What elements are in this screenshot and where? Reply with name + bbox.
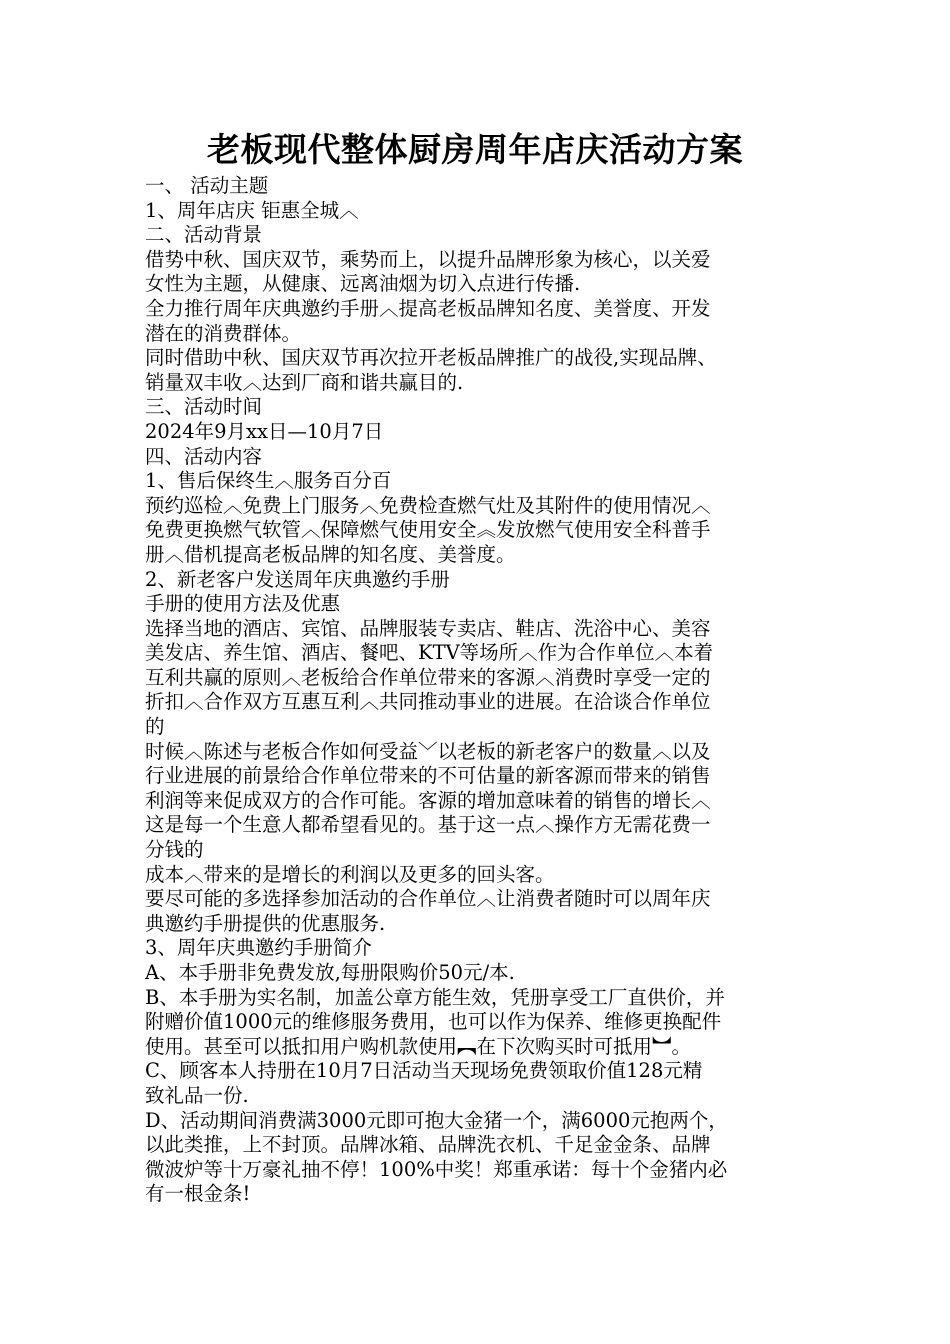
body-line: 利润等来促成双方的合作可能。客源的增加意味着的销售的增长︿ [145, 788, 711, 812]
body-line: 2024年9月xx日—10月7日 [145, 419, 384, 443]
body-line: 行业进展的前景给合作单位带来的不可估量的新客源而带来的销售 [145, 764, 711, 788]
body-line: 附赠价值1000元的维修服务费用，也可以作为保养、维修更换配件 [145, 1010, 722, 1034]
body-line: 要尽可能的多选择参加活动的合作单位︿让消费者随时可以周年庆 [145, 887, 711, 911]
body-line: 使用。甚至可以抵扣用户购机款使用︻在下次购买时可抵用︼。 [145, 1034, 692, 1058]
body-line: 预约巡检︿免费上门服务︿免费检查燃气灶及其附件的使用情况︿ [145, 493, 711, 517]
body-line: 潜在的消费群体。 [145, 321, 302, 345]
body-line: 以此类推，上不封顶。品牌冰箱、品牌洗衣机、千足金金条、品牌 [145, 1133, 711, 1157]
body-line: B、本手册为实名制，加盖公章方能生效，凭册享受工厂直供价，并 [145, 985, 725, 1009]
body-line: 借势中秋、国庆双节，乘势而上，以提升品牌形象为核心，以关爱 [145, 247, 711, 271]
body-line: 2、新老客户发送周年庆典邀约手册 [145, 567, 450, 591]
body-line: 手册的使用方法及优惠 [145, 592, 341, 616]
body-line: 册︿借机提高老板品牌的知名度、美誉度。 [145, 542, 516, 566]
body-line: 1、售后保终生︿服务百分百 [145, 469, 392, 493]
body-line: 美发店、养生馆、酒店、餐吧、KTV等场所︿作为合作单位︿本着 [145, 641, 714, 665]
document-title: 老板现代整体厨房周年店庆活动方案 [207, 130, 743, 169]
body-line: 3、周年庆典邀约手册简介 [145, 936, 372, 960]
body-line: 三、活动时间 [145, 395, 263, 419]
body-line: 选择当地的酒店、宾馆、品牌服装专卖店、鞋店、洗浴中心、美容 [145, 616, 711, 640]
body-line: 时候︿陈述与老板合作如何受益﹀以老板的新老客户的数量︿以及 [145, 739, 711, 763]
body-line: 折扣︿合作双方互惠互利︿共同推动事业的进展。在洽谈合作单位 [145, 690, 711, 714]
body-line: A、本手册非免费发放,每册限购价50元/本. [145, 961, 515, 984]
body-line: 女性为主题，从健康、远离油烟为切入点进行传播. [145, 272, 581, 296]
body-line: 有一根金条! [145, 1182, 251, 1206]
body-line: 成本︿带来的是增长的利润以及更多的回头客。 [145, 862, 555, 886]
body-line: 全力推行周年庆典邀约手册︿提高老板品牌知名度、美誉度、开发 [145, 296, 711, 320]
body-line: C、顾客本人持册在10月7日活动当天现场免费领取价值128元精 [145, 1059, 703, 1083]
document-body [145, 174, 809, 1207]
body-line: 分钱的 [145, 838, 204, 862]
body-line: 典邀约手册提供的优惠服务. [145, 911, 386, 935]
body-line: 1、周年店庆 钜惠全城︿ [145, 198, 359, 222]
body-line: 这是每一个生意人都希望看见的。基于这一点︿操作方无需花费一 [145, 813, 711, 837]
body-line: 微波炉等十万豪礼抽不停！100%中奖！郑重承诺：每十个金猪内必 [145, 1157, 728, 1181]
body-line: 同时借助中秋、国庆双节再次拉开老板品牌推广的战役,实现品牌、 [145, 346, 717, 370]
body-line: 免费更换燃气软管︿保障燃气使用安全︽发放燃气使用安全科普手 [145, 518, 711, 542]
body-line: 一、 活动主题 [145, 174, 269, 197]
body-line: 致礼品一份. [145, 1083, 249, 1107]
body-line: 销量双丰收︿达到厂商和谐共赢目的. [145, 370, 464, 394]
body-line: 四、活动内容 [145, 444, 263, 468]
body-line: 互利共赢的原则︿老板给合作单位带来的客源︿消费时享受一定的 [145, 665, 711, 689]
body-line: 二、活动背景 [145, 223, 263, 247]
body-line: D、活动期间消费满3000元即可抱大金猪一个，满6000元抱两个， [145, 1108, 728, 1132]
body-line: 的 [145, 715, 165, 739]
